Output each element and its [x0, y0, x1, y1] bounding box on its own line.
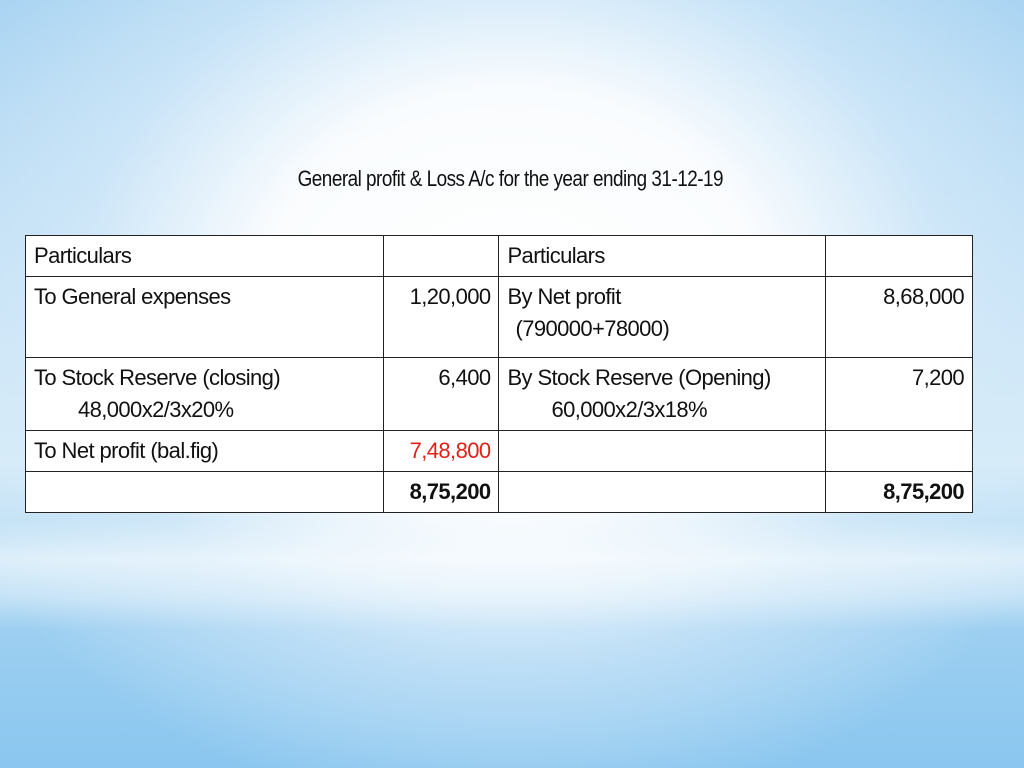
- total-left-amount: 8,75,200: [384, 472, 499, 513]
- general-expenses-label: To General expenses: [34, 284, 231, 309]
- stock-reserve-closing-label: To Stock Reserve (closing): [34, 365, 281, 390]
- net-profit-balance-amount: 7,48,800: [384, 431, 499, 472]
- net-profit-label: By Net profit: [507, 284, 621, 309]
- background-band: [0, 520, 1024, 630]
- table-row: [26, 358, 973, 431]
- stock-reserve-opening-amount: 7,200: [826, 358, 973, 431]
- stock-reserve-closing-cell: [26, 358, 384, 431]
- table-row: [26, 431, 973, 472]
- net-profit-calc: (790000+78000): [515, 316, 670, 341]
- empty-right-amount: [826, 431, 973, 472]
- header-left-amount: [384, 236, 499, 277]
- general-expenses-amount: 1,20,000: [384, 277, 499, 358]
- net-profit-balance-label: To Net profit (bal.fig): [26, 431, 384, 472]
- net-profit-amount: 8,68,000: [826, 277, 973, 358]
- stock-reserve-opening-calc: 60,000x2/3x18%: [551, 397, 707, 422]
- table-row: [26, 277, 973, 358]
- empty-right-cell: [499, 431, 826, 472]
- general-expenses-cell: [26, 277, 384, 358]
- table-header-row: [26, 236, 973, 277]
- totals-right-empty: [499, 472, 826, 513]
- stock-reserve-closing-amount: 6,400: [384, 358, 499, 431]
- header-right-particulars: Particulars: [499, 236, 826, 277]
- profit-loss-table: [25, 235, 973, 513]
- totals-left-empty: [26, 472, 384, 513]
- net-profit-cell: [499, 277, 826, 358]
- page-title: General profit & Loss A/c for the year ending 31-12-19: [297, 166, 724, 191]
- stock-reserve-opening-label: By Stock Reserve (Opening): [507, 365, 771, 390]
- header-left-particulars: Particulars: [26, 236, 384, 277]
- header-right-amount: [826, 236, 973, 277]
- stock-reserve-opening-cell: [499, 358, 826, 431]
- totals-row: [26, 472, 973, 513]
- total-right-amount: 8,75,200: [826, 472, 973, 513]
- stock-reserve-closing-calc: 48,000x2/3x20%: [78, 397, 234, 422]
